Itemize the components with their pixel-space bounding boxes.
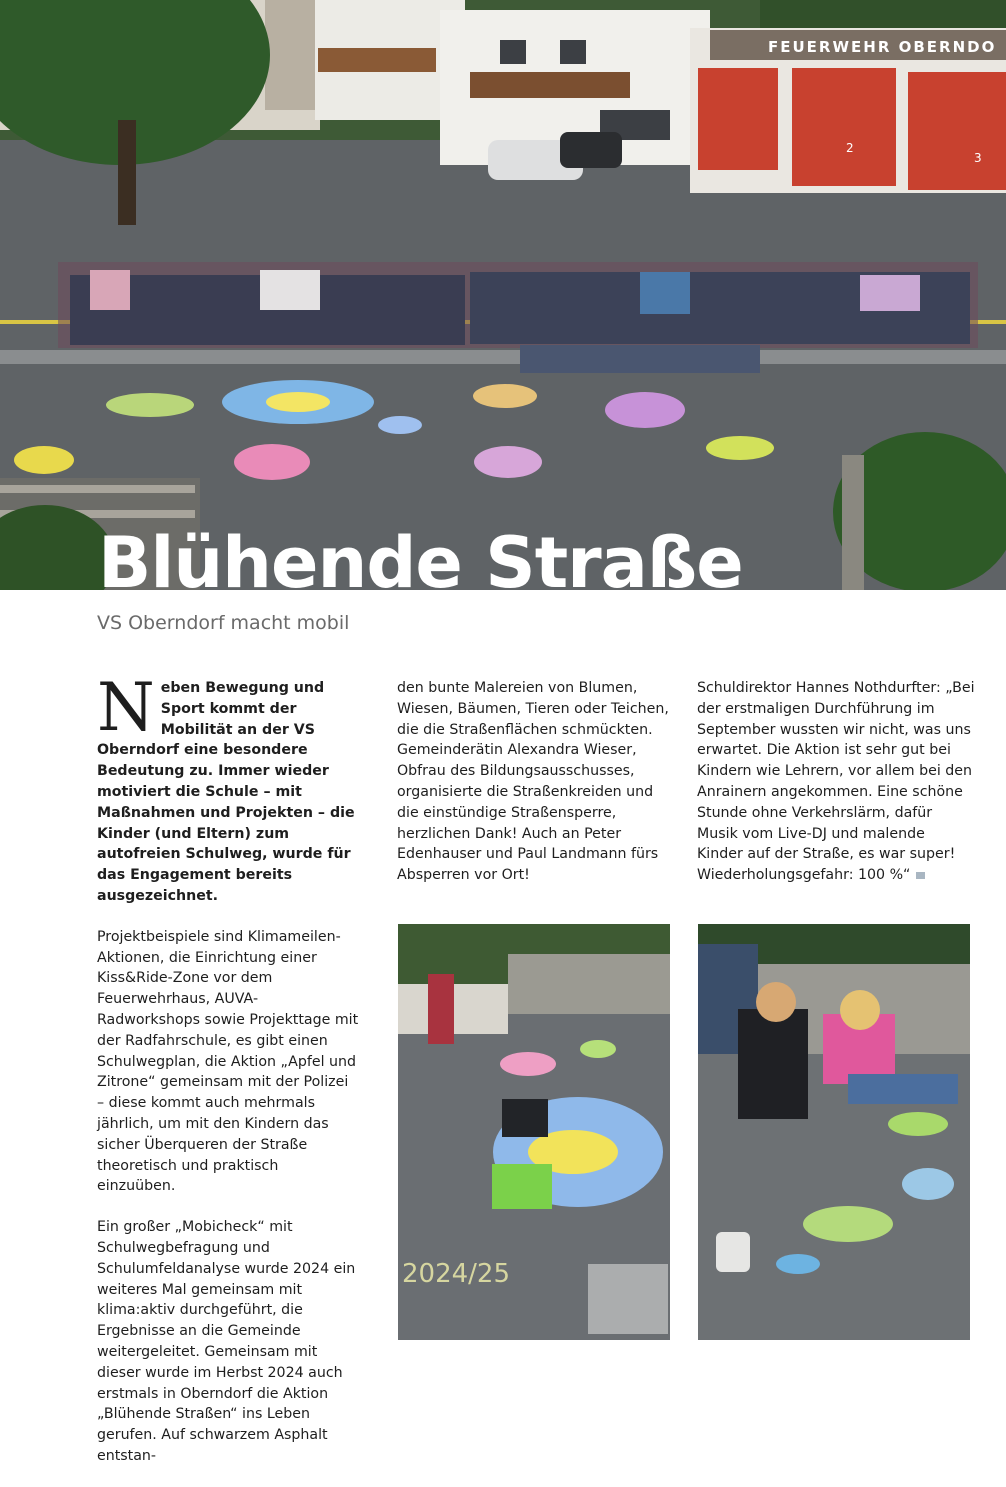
photo-children-chalking xyxy=(698,924,970,1340)
paragraph-2: Projektbeispiele sind Klimameilen-Aktionen, die Einrichtung einer Kiss&Ride-Zone vor dem Feuerwehrhaus, AUVA-Radworkshops sowie Projekttage mit der Radfahrschule, es gibt einen Schulwegplan, die Aktion „Apfel und Zitrone“ gemeinsam mit der Polizei – diese kommt auch mehrmals jährlich, um mit den Kindern das sicher Überqueren der Straße theoretisch und praktisch einzuüben. xyxy=(97,928,359,1195)
text-column-3 xyxy=(697,678,975,906)
lead-paragraph xyxy=(97,669,359,907)
lead-text: eben Bewegung und Sport kommt der Mobilität an der VS Oberndorf eine besondere Bedeutung zu. Immer wieder motiviert die Schule – mit Maßnahmen und Projekten – die Kinder (und Eltern) zum autofreien Schulweg, wurde für das Engagement bereits ausgezeichnet. xyxy=(97,680,355,904)
firehouse-sign: FEUERWEHR OBERNDO xyxy=(768,38,997,56)
article-title: Blühende Straße xyxy=(98,522,743,590)
chalk-text: 2024/25 xyxy=(402,1259,511,1289)
text-column-2 xyxy=(397,678,675,906)
end-mark xyxy=(916,872,925,879)
photo-2-illustration xyxy=(698,924,970,1340)
paragraph-4: den bunte Malereien von Blumen, Wiesen, Bäumen, Tieren oder Teichen, die die Straßenflächen schmückten. Gemeinderätin Alexandra Wieser, Obfrau des Bildungsausschusses, organisierte die Straßenkreiden und die einstündige Straßensperre, herzlichen Dank! Auch an Peter Edenhauser und Paul Landmann fürs Absperren vor Ort! xyxy=(397,680,669,884)
garage-number-3: 3 xyxy=(974,151,982,165)
photo-1-illustration xyxy=(398,924,670,1340)
text-column-1 xyxy=(97,669,359,1487)
article-subtitle: VS Oberndorf macht mobil xyxy=(97,612,350,634)
photo-children-drawing-sun xyxy=(398,924,670,1340)
hero-photo-illustration xyxy=(0,0,1006,590)
dropcap: N xyxy=(97,669,155,746)
hero-photo xyxy=(0,0,1006,590)
garage-number-2: 2 xyxy=(846,141,854,155)
paragraph-5-text: Schuldirektor Hannes Nothdurfter: „Bei der erstmaligen Durchführung im September wussten wir nicht, was uns erwartet. Die Aktion ist sehr gut bei Kindern wie Lehrern, vor allem bei den Anrainern angekommen. Eine schöne Stunde ohne Verkehrslärm, dafür Musik vom Live-DJ und malende Kinder auf der Straße, es war super! Wiederholungsgefahr: 100 %“ xyxy=(697,680,975,884)
paragraph-3: Ein großer „Mobicheck“ mit Schulwegbefragung und Schulumfeldanalyse wurde 2024 ein weiteres Mal gemeinsam mit klima:aktiv durchgeführt, die Ergebnisse an die Gemeinde weitergeleitet. Gemeinsam mit dieser wurde im Herbst 2024 auch erstmals in Oberndorf die Aktion „Blühende Straßen“ ins Leben gerufen. Auf schwarzem Asphalt entstan- xyxy=(97,1219,356,1464)
paragraph-5 xyxy=(697,678,975,886)
